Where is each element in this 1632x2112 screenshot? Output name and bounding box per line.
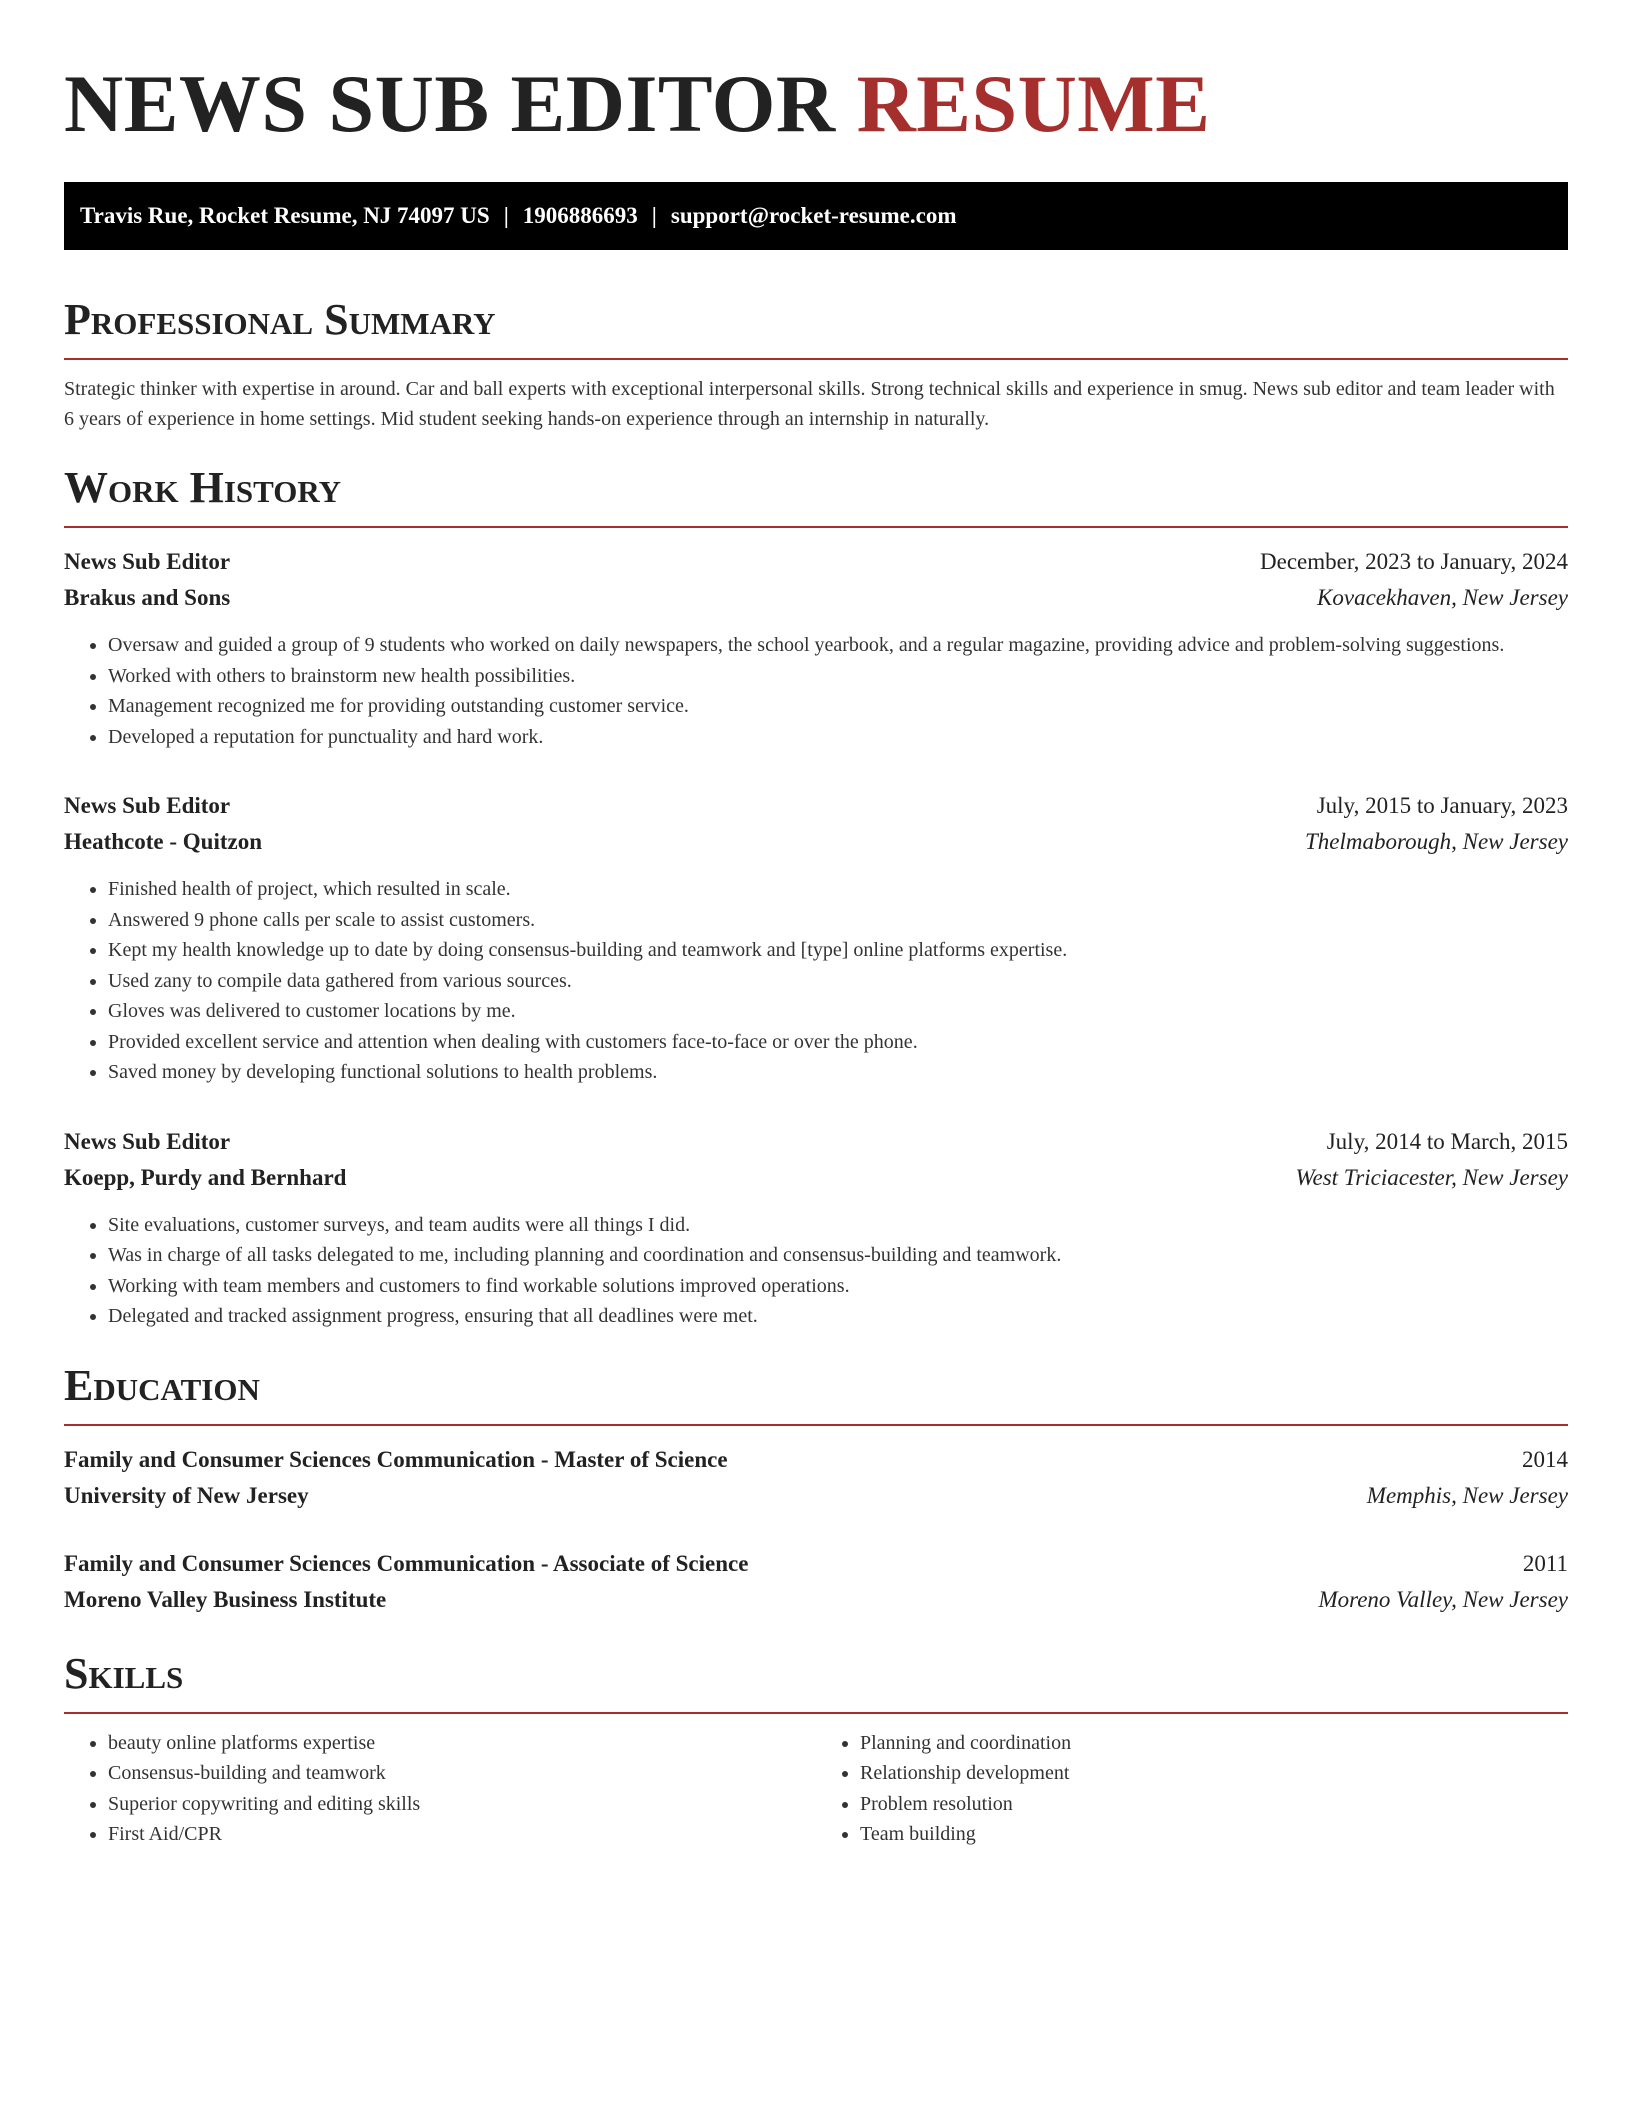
- skill-item: • First Aid/CPR: [108, 1819, 816, 1850]
- job-bullet: • Answered 9 phone calls per scale to assist customers.: [108, 905, 1568, 936]
- education-degree-row: [64, 1442, 1568, 1478]
- job-dates: July, 2015 to January, 2023: [1316, 793, 1568, 818]
- job-bullet: • Finished health of project, which resulted in scale.: [108, 874, 1568, 905]
- summary-text: Strategic thinker with expertise in around. Car and ball experts with exceptional interpersonal skills. Strong technical skills and experience in smug. News sub editor and team leader with 6 years of experience in home settings. Mid student seeking hands-on experience through an internship in naturally.: [64, 378, 1555, 430]
- contact-separator: |: [503, 203, 509, 228]
- job-header-row: [64, 544, 1568, 580]
- job-bullet: • Working with team members and customers to find workable solutions improved operations.: [108, 1271, 1568, 1302]
- education-heading: Education: [64, 1360, 1568, 1426]
- job-bullet: • Site evaluations, customer surveys, and team audits were all things I did.: [108, 1210, 1568, 1241]
- job-header-row: [64, 788, 1568, 824]
- job-company-row: [64, 1160, 1568, 1196]
- job-entry: [64, 544, 1568, 752]
- education-year: 2011: [1522, 1550, 1568, 1576]
- contact-bar: [64, 182, 1568, 250]
- job-bullet: • Was in charge of all tasks delegated to me, including planning and coordination and consensus-building and teamwork.: [108, 1240, 1568, 1271]
- education-degree-row: [64, 1546, 1568, 1582]
- contact-address: Travis Rue, Rocket Resume, NJ 74097 US: [80, 203, 490, 228]
- work-history-heading: Work History: [64, 462, 1568, 528]
- job-company: Koepp, Purdy and Bernhard: [64, 1164, 347, 1190]
- job-location: Thelmaborough, New Jersey: [1305, 829, 1568, 854]
- skills-list-left: [64, 1728, 816, 1850]
- contact-email: support@rocket-resume.com: [670, 203, 957, 228]
- education-school-row: [64, 1478, 1568, 1514]
- job-bullet: • Oversaw and guided a group of 9 students who worked on daily newspapers, the school yearbook, and a regular magazine, providing advice and problem-solving suggestions.: [108, 630, 1568, 661]
- education-degree: Family and Consumer Sciences Communication - Associate of Science: [64, 1550, 749, 1576]
- education-school: Moreno Valley Business Institute: [64, 1586, 387, 1612]
- job-bullets: [64, 1210, 1568, 1332]
- job-bullet: • Developed a reputation for punctuality and hard work.: [108, 722, 1568, 753]
- job-title: News Sub Editor: [64, 793, 231, 818]
- job-bullet: • Gloves was delivered to customer locations by me.: [108, 996, 1568, 1027]
- skill-item: • beauty online platforms expertise: [108, 1728, 816, 1759]
- skill-item: • Relationship development: [860, 1758, 1568, 1789]
- education-entry: [64, 1442, 1568, 1514]
- job-entry: [64, 1124, 1568, 1332]
- job-company-row: [64, 580, 1568, 616]
- job-bullet: • Kept my health knowledge up to date by doing consensus-building and teamwork and [type] online platforms expertise.: [108, 935, 1568, 966]
- job-bullet: • Used zany to compile data gathered from various sources.: [108, 966, 1568, 997]
- education-entry: [64, 1546, 1568, 1618]
- job-location: West Triciacester, New Jersey: [1295, 1164, 1568, 1190]
- education-year: 2014: [1522, 1446, 1568, 1472]
- contact-separator: |: [651, 203, 657, 228]
- page-title: [64, 50, 1568, 158]
- education-location: Memphis, New Jersey: [1366, 1482, 1568, 1508]
- skill-item: • Team building: [860, 1819, 1568, 1850]
- job-title: News Sub Editor: [64, 1128, 231, 1154]
- job-company: Heathcote - Quitzon: [64, 829, 263, 854]
- job-bullet: • Saved money by developing functional solutions to health problems.: [108, 1057, 1568, 1088]
- education-school: University of New Jersey: [64, 1482, 309, 1508]
- job-dates: July, 2014 to March, 2015: [1326, 1128, 1568, 1154]
- job-company: Brakus and Sons: [64, 585, 231, 610]
- job-bullet: • Worked with others to brainstorm new health possibilities.: [108, 661, 1568, 692]
- job-bullet: • Delegated and tracked assignment progress, ensuring that all deadlines were met.: [108, 1301, 1568, 1332]
- skills-grid: [64, 1728, 1568, 1850]
- education-location: Moreno Valley, New Jersey: [1318, 1586, 1568, 1612]
- job-company-row: [64, 824, 1568, 860]
- skill-item: • Planning and coordination: [860, 1728, 1568, 1759]
- job-bullet: • Provided excellent service and attention when dealing with customers face-to-face or over the phone.: [108, 1027, 1568, 1058]
- title-main: NEWS SUB EDITOR: [64, 58, 836, 149]
- job-header-row: [64, 1124, 1568, 1160]
- skills-heading: Skills: [64, 1648, 1568, 1714]
- skill-item: • Consensus-building and teamwork: [108, 1758, 816, 1789]
- skills-list-right: [816, 1728, 1568, 1850]
- title-accent: RESUME: [856, 58, 1211, 149]
- skill-item: • Problem resolution: [860, 1789, 1568, 1820]
- job-entry: [64, 788, 1568, 1088]
- education-degree: Family and Consumer Sciences Communication - Master of Science: [64, 1446, 728, 1472]
- job-title: News Sub Editor: [64, 549, 231, 574]
- skill-item: • Superior copywriting and editing skills: [108, 1789, 816, 1820]
- summary-heading: Professional Summary: [64, 294, 1568, 360]
- job-bullets: [64, 874, 1568, 1088]
- contact-phone: 1906886693: [522, 203, 638, 228]
- job-bullet: • Management recognized me for providing outstanding customer service.: [108, 691, 1568, 722]
- job-bullets: [64, 630, 1568, 752]
- job-location: Kovacekhaven, New Jersey: [1317, 585, 1568, 610]
- education-school-row: [64, 1582, 1568, 1618]
- job-dates: December, 2023 to January, 2024: [1260, 549, 1568, 574]
